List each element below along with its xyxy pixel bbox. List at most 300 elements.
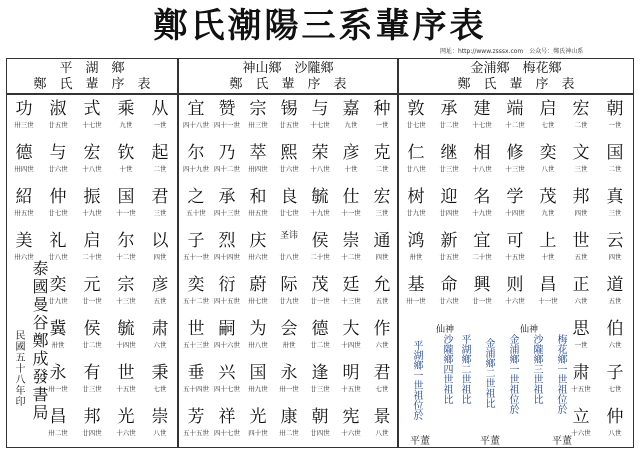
generation-cell xyxy=(145,186,175,220)
generation-character: 尔 xyxy=(187,143,205,163)
generation-character: 奕 xyxy=(539,143,557,163)
generation-number: 十八世 xyxy=(472,165,492,173)
note-col-4-bottom: 平董 xyxy=(480,436,500,447)
generation-number: 卅一世 xyxy=(279,385,299,393)
generation-number: 十一世 xyxy=(341,209,361,217)
generation-character: 嗣 xyxy=(218,319,236,339)
generation-number: 廿八世 xyxy=(279,253,299,261)
note-col-2: 沙隴鄉四世祖比 xyxy=(441,334,452,404)
generation-character: 仁 xyxy=(407,143,425,163)
generation-character: 和 xyxy=(249,187,267,207)
generation-character: 奕 xyxy=(49,275,67,295)
generation-cell xyxy=(434,142,464,176)
generation-cell xyxy=(305,230,335,264)
generation-character: 芳 xyxy=(187,407,205,427)
generation-character: 真 xyxy=(606,187,624,207)
generation-number: 十一世 xyxy=(116,209,136,217)
generation-number: 七世 xyxy=(541,121,555,129)
generation-cell xyxy=(145,362,175,396)
generation-character: 继 xyxy=(440,143,458,163)
generation-cell xyxy=(181,142,211,176)
generation-character: 启 xyxy=(83,231,101,251)
generation-number: 七世 xyxy=(608,385,622,393)
generation-number: 六世 xyxy=(608,341,622,349)
generation-number: 廿七世 xyxy=(279,209,299,217)
generation-cell xyxy=(600,406,630,440)
generation-number: 廿三世 xyxy=(439,165,459,173)
generation-character: 茂 xyxy=(539,187,557,207)
generation-character: 熙 xyxy=(280,143,298,163)
generation-character: 大 xyxy=(342,319,360,339)
generation-character: 嘉 xyxy=(342,99,360,119)
generation-cell xyxy=(600,230,630,264)
generation-number: 五世 xyxy=(153,297,167,305)
generation-character: 兴 xyxy=(218,363,236,383)
generation-number: 六世 xyxy=(375,341,389,349)
section-title: 神山鄉 沙隴鄉 xyxy=(242,61,334,76)
generation-cell xyxy=(566,274,596,308)
generation-cell xyxy=(111,406,141,440)
generation-character: 朝 xyxy=(606,99,624,119)
generation-number: 十七世 xyxy=(472,121,492,129)
generation-character: 学 xyxy=(506,187,524,207)
generation-cell xyxy=(500,98,530,132)
generation-number: 八世 xyxy=(608,429,622,437)
note-col-6-top: 仙神 xyxy=(520,325,539,335)
generation-cell xyxy=(274,142,304,176)
generation-cell xyxy=(367,98,397,132)
generation-character: 永 xyxy=(280,363,298,383)
generation-cell xyxy=(111,274,141,308)
generation-character: 子 xyxy=(187,231,205,251)
generation-number: 十三世 xyxy=(341,297,361,305)
generation-character: 宜 xyxy=(187,99,205,119)
generation-cell xyxy=(77,274,107,308)
generation-cell xyxy=(533,142,563,176)
generation-character: 文 xyxy=(572,143,590,163)
generation-number: 十八世 xyxy=(310,165,330,173)
generation-character: 世 xyxy=(117,363,135,383)
generation-character: 端 xyxy=(506,99,524,119)
generation-number: 廿一世 xyxy=(82,297,102,305)
generation-cell xyxy=(401,142,431,176)
generation-character: 美 xyxy=(15,231,33,251)
generation-number: 三世 xyxy=(574,165,588,173)
generation-character: 相 xyxy=(473,143,491,163)
generation-cell xyxy=(401,98,431,132)
generation-number: 廿五世 xyxy=(439,253,459,261)
generation-character: 彦 xyxy=(342,143,360,163)
section-header-shenshan xyxy=(178,58,398,94)
generation-number: 十九世 xyxy=(82,209,102,217)
generation-number: 卅二世 xyxy=(279,429,299,437)
generation-number: 十四世 xyxy=(341,341,361,349)
generation-cell xyxy=(145,318,175,352)
generation-character: 宏 xyxy=(83,143,101,163)
generation-number: 十五世 xyxy=(505,253,525,261)
generation-cell xyxy=(336,274,366,308)
generation-cell xyxy=(401,274,431,308)
generation-cell xyxy=(145,406,175,440)
generation-number: 九世 xyxy=(119,121,133,129)
generation-cell xyxy=(305,362,335,396)
generation-character: 可 xyxy=(506,231,524,251)
publisher-imprint: 泰國曼谷鄭成發書局 xyxy=(30,260,49,422)
generation-number: 四十一世 xyxy=(214,121,240,129)
generation-number: 卅九世 xyxy=(248,385,268,393)
generation-cell xyxy=(212,98,242,132)
generation-character: 昌 xyxy=(539,275,557,295)
generation-number: 卅一世 xyxy=(406,297,426,305)
generation-number: 卅世 xyxy=(409,253,423,261)
generation-character: 世 xyxy=(187,319,205,339)
generation-cell xyxy=(467,142,497,176)
generation-character: 树 xyxy=(407,187,425,207)
generation-number: 十六世 xyxy=(505,297,525,305)
generation-character: 淑 xyxy=(49,99,67,119)
generation-number: 卅世 xyxy=(282,341,296,349)
generation-character: 崇 xyxy=(151,407,169,427)
generation-cell xyxy=(336,230,366,264)
generation-cell xyxy=(43,230,73,264)
generation-cell xyxy=(111,186,141,220)
generation-character: 邦 xyxy=(572,187,590,207)
generation-number: 二十世 xyxy=(310,253,330,261)
generation-character: 振 xyxy=(83,187,101,207)
generation-character: 基 xyxy=(407,275,425,295)
generation-cell xyxy=(500,186,530,220)
generation-cell xyxy=(467,274,497,308)
generation-cell xyxy=(467,230,497,264)
generation-number: 卅三世 xyxy=(248,121,268,129)
generation-cell xyxy=(566,98,596,132)
generation-number: 十二世 xyxy=(116,253,136,261)
section-subtitle: 鄭 氏 輩 序 表 xyxy=(33,77,151,92)
generation-character: 礼 xyxy=(49,231,67,251)
generation-character: 紹 xyxy=(15,187,33,207)
generation-cell xyxy=(145,230,175,264)
generation-character: 康 xyxy=(280,407,298,427)
generation-cell xyxy=(77,142,107,176)
generation-cell xyxy=(77,186,107,220)
generation-cell xyxy=(500,142,530,176)
generation-character: 之 xyxy=(187,187,205,207)
generation-number: 卅四世 xyxy=(248,165,268,173)
generation-cell xyxy=(336,362,366,396)
generation-character: 良 xyxy=(280,187,298,207)
generation-cell xyxy=(305,142,335,176)
generation-number: 十七世 xyxy=(82,121,102,129)
generation-character: 昌 xyxy=(49,407,67,427)
generation-cell xyxy=(181,274,211,308)
generation-number: 卅六世 xyxy=(248,253,268,261)
generation-number: 八世 xyxy=(375,429,389,437)
generation-character: 垂 xyxy=(187,363,205,383)
generation-number: 廿一世 xyxy=(310,297,330,305)
generation-character: 萃 xyxy=(249,143,267,163)
generation-character: 功 xyxy=(15,99,33,119)
generation-character: 立 xyxy=(572,407,590,427)
generation-number: 卅三世 xyxy=(14,121,34,129)
generation-cell xyxy=(212,318,242,352)
generation-number: 七世 xyxy=(375,385,389,393)
generation-cell xyxy=(600,186,630,220)
generation-cell xyxy=(600,142,630,176)
generation-character: 与 xyxy=(311,99,329,119)
generation-number: 五十四世 xyxy=(183,385,209,393)
generation-cell xyxy=(77,362,107,396)
generation-number: 十三世 xyxy=(116,297,136,305)
generation-cell xyxy=(600,98,630,132)
generation-cell xyxy=(212,186,242,220)
generation-cell xyxy=(111,142,141,176)
generation-cell xyxy=(111,230,141,264)
generation-cell xyxy=(274,406,304,440)
generation-character: 克 xyxy=(373,143,391,163)
generation-cell xyxy=(367,186,397,220)
section-subtitle: 鄭 氏 輩 序 表 xyxy=(229,77,347,92)
generation-number: 廿七世 xyxy=(48,209,68,217)
generation-number: 廿八世 xyxy=(406,165,426,173)
generation-character: 世 xyxy=(572,231,590,251)
generation-character: 鸿 xyxy=(407,231,425,251)
generation-cell xyxy=(533,230,563,264)
generation-cell xyxy=(367,142,397,176)
generation-number: 卅八世 xyxy=(248,341,268,349)
note-col-4: 金浦鄉二世祖比 xyxy=(483,338,494,408)
generation-number: 廿九世 xyxy=(279,297,299,305)
generation-cell xyxy=(367,274,397,308)
generation-number: 卅四世 xyxy=(14,165,34,173)
generation-cell xyxy=(367,230,397,264)
generation-number: 卅六世 xyxy=(14,253,34,261)
generation-number: 四世 xyxy=(153,253,167,261)
generation-character: 道 xyxy=(606,275,624,295)
generation-character: 崇 xyxy=(342,231,360,251)
generation-character: 启 xyxy=(539,99,557,119)
generation-number: 廿四世 xyxy=(310,429,330,437)
generation-character: 烈 xyxy=(218,231,236,251)
generation-cell xyxy=(77,406,107,440)
generation-character: 种 xyxy=(373,99,391,119)
generation-cell xyxy=(367,362,397,396)
generation-number: 一世 xyxy=(608,121,622,129)
generation-cell xyxy=(181,406,211,440)
generation-character: 蔚 xyxy=(249,275,267,295)
note-col-1-bottom: 平董 xyxy=(410,436,430,447)
generation-character: 永 xyxy=(49,363,67,383)
generation-cell xyxy=(434,98,464,132)
generation-cell xyxy=(566,362,596,396)
generation-character: 名 xyxy=(473,187,491,207)
generation-number: 廿二世 xyxy=(82,341,102,349)
generation-character: 建 xyxy=(473,99,491,119)
generation-number: 卅七世 xyxy=(248,297,268,305)
generation-number: 二世 xyxy=(153,165,167,173)
generation-number: 二世 xyxy=(608,165,622,173)
note-col-6: 沙隴鄉三世祖比 xyxy=(531,334,542,404)
generation-cell xyxy=(243,186,273,220)
generation-cell xyxy=(145,142,175,176)
generation-cell xyxy=(111,98,141,132)
generation-character: 仕 xyxy=(342,187,360,207)
generation-cell xyxy=(533,186,563,220)
generation-character: 式 xyxy=(83,99,101,119)
generation-cell xyxy=(500,274,530,308)
generation-number: 卅二世 xyxy=(48,429,68,437)
generation-cell xyxy=(305,318,335,352)
generation-character: 国 xyxy=(249,363,267,383)
generation-number: 四十五世 xyxy=(214,297,240,305)
generation-number: 十九世 xyxy=(472,209,492,217)
generation-character: 则 xyxy=(506,275,524,295)
generation-number: 五世 xyxy=(375,297,389,305)
generation-number: 一世 xyxy=(375,121,389,129)
generation-number: 五世 xyxy=(608,297,622,305)
generation-number: 八世 xyxy=(153,429,167,437)
generation-cell xyxy=(434,230,464,264)
generation-number: 四世 xyxy=(608,253,622,261)
generation-number: 四十九世 xyxy=(183,165,209,173)
generation-number: 四十七世 xyxy=(214,385,240,393)
generation-number: 十二世 xyxy=(341,253,361,261)
generation-number: 五十三世 xyxy=(183,341,209,349)
generation-character: 肃 xyxy=(572,363,590,383)
generation-character: 国 xyxy=(117,187,135,207)
note-col-1: 平湖鄉一世祖位於 xyxy=(411,340,422,420)
generation-number: 卅五世 xyxy=(14,209,34,217)
generation-character: 尔 xyxy=(117,231,135,251)
generation-cell xyxy=(305,186,335,220)
generation-character: 钦 xyxy=(117,143,135,163)
generation-cell xyxy=(181,98,211,132)
print-year: 民國五十八年印 xyxy=(13,330,24,407)
generation-cell xyxy=(336,98,366,132)
generation-number: 廿六世 xyxy=(48,165,68,173)
generation-cell xyxy=(243,274,273,308)
generation-character: 秉 xyxy=(151,363,169,383)
generation-number: 廿四世 xyxy=(439,209,459,217)
generation-number: 十世 xyxy=(541,253,555,261)
generation-cell xyxy=(243,362,273,396)
generation-character: 邦 xyxy=(83,407,101,427)
generation-number: 三世 xyxy=(608,209,622,217)
generation-character: 锡 xyxy=(280,99,298,119)
generation-number: 廿一世 xyxy=(472,297,492,305)
generation-cell xyxy=(181,318,211,352)
generation-cell xyxy=(43,98,73,132)
generation-character: 从 xyxy=(151,99,169,119)
generation-number: 四十四世 xyxy=(214,253,240,261)
generation-number: 十世 xyxy=(119,165,133,173)
generation-number: 廿六世 xyxy=(279,165,299,173)
generation-cell xyxy=(367,318,397,352)
generation-number: 四十六世 xyxy=(214,341,240,349)
section-header-pinghu xyxy=(6,58,178,94)
generation-number: 十三世 xyxy=(505,165,525,173)
generation-cell xyxy=(533,274,563,308)
generation-cell xyxy=(9,98,39,132)
generation-cell xyxy=(181,362,211,396)
generation-number: 一世 xyxy=(574,341,588,349)
generation-number: 四十三世 xyxy=(214,209,240,217)
generation-number: 四十七世 xyxy=(214,429,240,437)
generation-number: 十五世 xyxy=(116,385,136,393)
generation-cell xyxy=(274,274,304,308)
generation-number: 九世 xyxy=(344,121,358,129)
generation-cell xyxy=(336,142,366,176)
generation-number: 四世 xyxy=(574,209,588,217)
generation-cell xyxy=(274,318,304,352)
generation-number: 十五世 xyxy=(571,385,591,393)
generation-character: 迎 xyxy=(440,187,458,207)
generation-number: 十六世 xyxy=(571,429,591,437)
generation-cell xyxy=(181,186,211,220)
generation-cell xyxy=(566,142,596,176)
generation-number: 四十世 xyxy=(248,429,268,437)
generation-number: 十二世 xyxy=(505,121,525,129)
generation-number: 卅世 xyxy=(51,341,65,349)
generation-character: 景 xyxy=(373,407,391,427)
generation-number: 十四世 xyxy=(116,341,136,349)
generation-cell xyxy=(600,318,630,352)
generation-character: 作 xyxy=(373,319,391,339)
generation-number: 二十世 xyxy=(472,253,492,261)
generation-number: 廿九世 xyxy=(48,297,68,305)
generation-character: 起 xyxy=(151,143,169,163)
note-col-5: 金浦鄉一世祖位於 xyxy=(507,334,518,414)
generation-character: 仲 xyxy=(606,407,624,427)
generation-cell xyxy=(336,186,366,220)
generation-cell xyxy=(212,362,242,396)
generation-cell xyxy=(111,318,141,352)
generation-number: 廿九世 xyxy=(406,209,426,217)
generation-number: 十七世 xyxy=(310,121,330,129)
generation-cell xyxy=(305,274,335,308)
generation-number: 十世 xyxy=(344,165,358,173)
generation-cell xyxy=(434,274,464,308)
generation-cell xyxy=(566,318,596,352)
note-col-7-bottom: 平董 xyxy=(552,436,572,447)
section-title: 平 湖 鄉 xyxy=(59,61,125,76)
generation-character: 赞 xyxy=(218,99,236,119)
generation-character: 命 xyxy=(440,275,458,295)
generation-number: 廿三世 xyxy=(310,385,330,393)
generation-number: 十六世 xyxy=(341,429,361,437)
generation-cell xyxy=(500,230,530,264)
generation-number: 七世 xyxy=(153,385,167,393)
generation-character: 承 xyxy=(440,99,458,119)
generation-cell xyxy=(336,318,366,352)
generation-cell xyxy=(243,230,273,264)
generation-number: 四世 xyxy=(375,253,389,261)
generation-character: 毓 xyxy=(311,187,329,207)
generation-character: 为 xyxy=(249,319,267,339)
generation-cell xyxy=(212,142,242,176)
generation-cell xyxy=(274,98,304,132)
page-title: 鄭氏潮陽三系輩序表 xyxy=(153,6,487,46)
generation-character: 通 xyxy=(373,231,391,251)
generation-character: 子 xyxy=(606,363,624,383)
generation-number: 九世 xyxy=(541,209,555,217)
generation-character: 云 xyxy=(606,231,624,251)
generation-cell xyxy=(434,186,464,220)
generation-cell xyxy=(43,186,73,220)
generation-cell xyxy=(212,406,242,440)
generation-character: 君 xyxy=(373,363,391,383)
generation-cell xyxy=(181,230,211,264)
generation-cell xyxy=(305,406,335,440)
